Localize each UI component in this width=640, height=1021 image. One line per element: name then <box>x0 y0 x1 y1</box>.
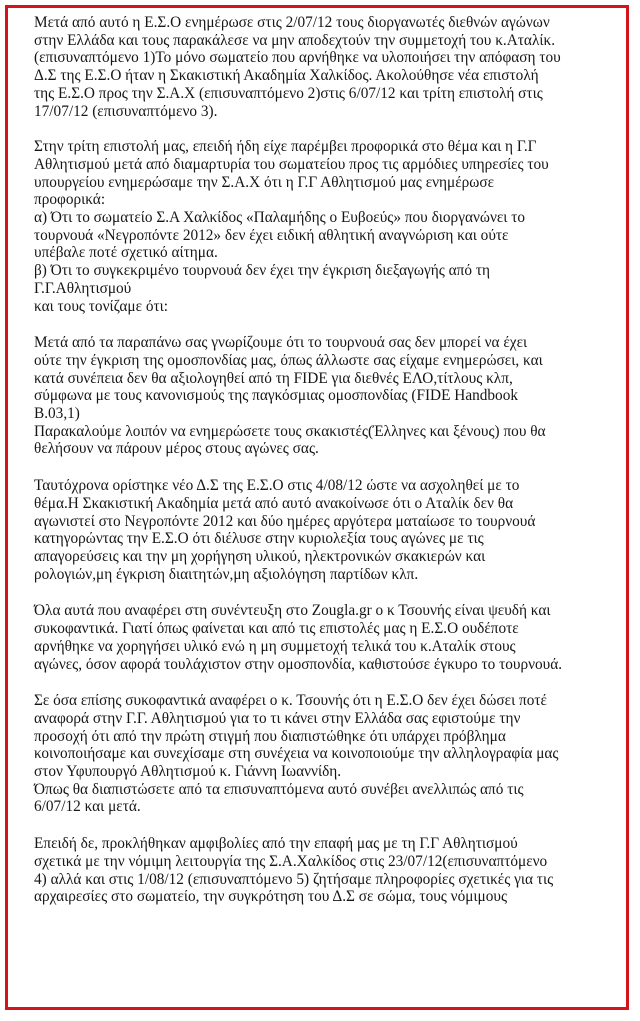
paragraph-gap <box>34 816 622 835</box>
document-body <box>34 14 622 906</box>
text-line: B.03,1) <box>34 405 80 423</box>
text-line: Γ.Γ.Αθλητισμού <box>34 279 132 297</box>
text-line: της Ε.Σ.Ο προς την Σ.Α.Χ (επισυναπτόμενο 2)στις 6/07/12 και τρίτη επιστολή στις <box>34 84 543 102</box>
text-line: προσοχή ότι από την πρώτη στιγμή που διαπιστώθηκε ότι υπάρχει πρόβλημα <box>34 727 506 745</box>
text-line: τουρνουά «Νεγροπόντε 2012» δεν έχει ειδική αθλητική αναγνώριση και ούτε <box>34 226 509 244</box>
text-line: αρχαιρεσίες στο σωματείο, την συγκρότηση του Δ.Σ σε σώμα, τους νόμιμους <box>34 888 508 906</box>
text-line: 4) αλλά και στις 1/08/12 (επισυναπτόμενο 5) ζητήσαμε πληροφορίες σχετικές για τις <box>34 870 554 888</box>
paragraph-gap <box>34 583 622 602</box>
paragraph-1 <box>34 14 622 120</box>
text-line: θέμα.Η Σκακιστική Ακαδημία μετά από αυτό ανακοίνωσε ότι ο Αταλίκ δεν θα <box>34 494 514 512</box>
paragraph-4 <box>34 477 622 583</box>
text-line: Μετά από αυτό η Ε.Σ.Ο ενημέρωσε στις 2/07/12 τους διοργανωτές διεθνών αγώνων <box>34 14 550 31</box>
text-line: σύμφωνα με τους κανονισμούς της παγκόσμιας ομοσπονδίας (FIDE Handbook <box>34 387 519 405</box>
paragraph-3 <box>34 334 622 458</box>
paragraph-5 <box>34 602 622 673</box>
text-line: Παρακαλούμε λοιπόν να ενημερώσετε τους σκακιστές(Έλληνες και ξένους) που θα <box>34 422 546 440</box>
text-line: α) Ότι το σωματείο Σ.Α Χαλκίδος «Παλαμήδης ο Ευβοεύς» που διοργανώνει το <box>34 209 526 227</box>
text-line: Όλα αυτά που αναφέρει στη συνέντευξη στο Zougla.gr ο κ Τσουνής είναι ψευδή και <box>34 602 551 620</box>
text-line: θελήσουν να πάρουν μέρος στους αγώνες σας. <box>34 440 319 458</box>
text-line: υπέβαλε ποτέ σχετικό αίτημα. <box>34 244 218 262</box>
text-line: ούτε την έγκριση της ομοσπονδίας μας, όπως άλλωστε σας είχαμε ενημερώσει, και <box>34 351 543 369</box>
text-line: Στην τρίτη επιστολή μας, επειδή ήδη είχε παρέμβει προφορικά στο θέμα και η Γ.Γ <box>34 138 537 156</box>
text-line: συκοφαντικά. Γιατί όπως φαίνεται και από τις επιστολές μας η Ε.Σ.Ο ουδέποτε <box>34 620 519 638</box>
paragraph-2 <box>34 138 622 315</box>
text-line: κατηγορώντας την Ε.Σ.Ο ότι διέλυσε στην κυριολεξία τους αγώνες με τις <box>34 530 484 548</box>
text-line: αγωνιστεί στο Νεγροπόντε 2012 και δύο ημέρες αργότερα ματαίωσε το τουρνουά <box>34 512 536 530</box>
paragraph-6 <box>34 692 622 816</box>
text-line: Μετά από τα παραπάνω σας γνωρίζουμε ότι το τουρνουά σας δεν μπορεί να έχει <box>34 334 528 352</box>
text-line: Αθλητισμού μετά από διαμαρτυρία του σωματείου προς τις αρμόδιες υπηρεσίες του <box>34 155 549 173</box>
text-line: απαγορεύσεις και την μη χορήγηση υλικού, ηλεκτρονικών σκακιερών και <box>34 547 486 565</box>
text-line: προφορικά: <box>34 191 106 209</box>
text-line: Επειδή δε, προκλήθηκαν αμφιβολίες από την επαφή μας με τη Γ.Γ Αθλητισμού <box>34 835 518 853</box>
text-line: 17/07/12 (επισυναπτόμενο 3). <box>34 102 218 120</box>
text-line: αρνήθηκε να χορηγήσει υλικό ενώ η μη συμμετοχή τελικά του κ.Αταλίκ στους <box>34 637 516 655</box>
text-line: στον Υφυπουργό Αθλητισμού κ. Γιάννη Ιωαννίδη. <box>34 763 342 781</box>
text-line: αγώνες, όσον αφορά τουλάχιστον στην ομοσπονδία, καθιστούσε έγκυρο το τουρνουά. <box>34 655 563 673</box>
paragraph-gap <box>34 315 622 334</box>
paragraph-gap <box>34 458 622 477</box>
paragraph-7 <box>34 835 622 906</box>
text-line: β) Ότι το συγκεκριμένο τουρνουά δεν έχει την έγκριση διεξαγωγής από τη <box>34 262 491 280</box>
text-line: και τους τονίζαμε ότι: <box>34 297 169 315</box>
text-line: Δ.Σ της Ε.Σ.Ο ήταν η Σκακιστική Ακαδημία Χαλκίδος. Ακολούθησε νέα επιστολή <box>34 67 539 85</box>
text-line: υπουργείου ενημερώσαμε την Σ.Α.Χ ότι η Γ.Γ Αθλητισμού μας ενημέρωσε <box>34 173 495 191</box>
text-line: κατά συνέπεια δεν θα αξιολογηθεί από τη FIDE για διεθνές ΕΛΟ,τίτλους κλπ, <box>34 369 513 387</box>
text-line: σχετικά με την νόμιμη λειτουργία της Σ.Α.Χαλκίδος στις 23/07/12(επισυναπτόμενο <box>34 852 548 870</box>
text-line: κοινοποιήσαμε και συνεχίσαμε στη συνέχεια να κοινοποιούμε την αλληλογραφία μας <box>34 745 559 763</box>
text-line: στην Ελλάδα και τους παρακάλεσε να μην αποδεχτούν την συμμετοχή του κ.Αταλίκ. <box>34 31 556 49</box>
text-line: αναφορά στην Γ.Γ. Αθλητισμού για το τι κάνει στην Ελλάδα σας εφιστούμε την <box>34 709 521 727</box>
paragraph-gap <box>34 673 622 692</box>
text-line: Σε όσα επίσης συκοφαντικά αναφέρει ο κ. Τσουνής ότι η Ε.Σ.Ο δεν έχει δώσει ποτέ <box>34 692 547 710</box>
text-line: (επισυναπτόμενο 1)Το μόνο σωματείο που αρνήθηκε να υλοποιήσει την απόφαση του <box>34 49 561 67</box>
text-line: Ταυτόχρονα ορίστηκε νέο Δ.Σ της Ε.Σ.Ο στις 4/08/12 ώστε να ασχοληθεί με το <box>34 477 520 495</box>
text-line: Όπως θα διαπιστώσετε από τα επισυναπτόμενα αυτό συνέβει ανελλιπώς από τις <box>34 780 524 798</box>
text-line: ρολογιών,μη έγκριση διαιτητών,μη αξιολόγηση παρτίδων κλπ. <box>34 565 419 583</box>
text-line: 6/07/12 και μετά. <box>34 798 141 816</box>
paragraph-gap <box>34 120 622 138</box>
